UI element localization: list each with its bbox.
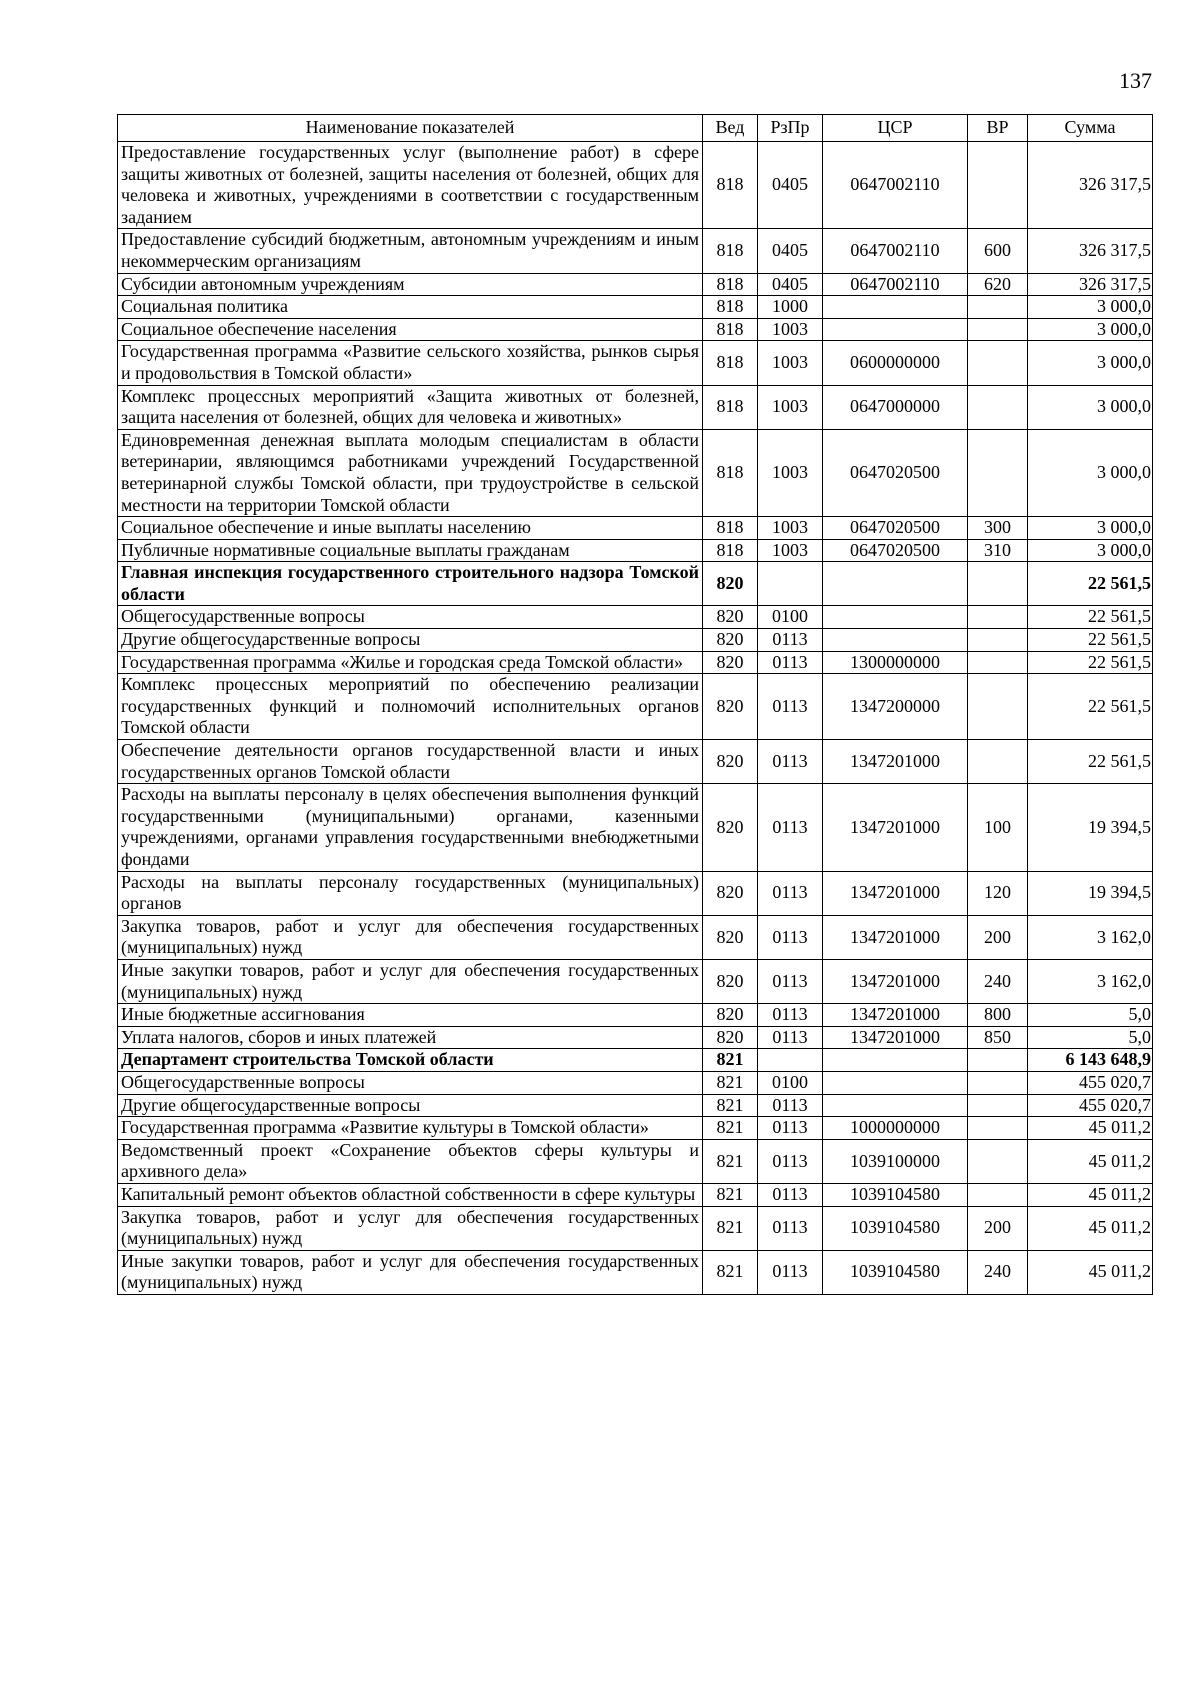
- cell-vr: [968, 1049, 1028, 1072]
- cell-rzpr: 0113: [758, 629, 823, 652]
- cell-rzpr: 1003: [758, 318, 823, 341]
- cell-sum: 326 317,5: [1028, 229, 1153, 273]
- table-body: [118, 142, 1153, 1295]
- table-row: [118, 871, 1153, 915]
- cell-name: Общегосударственные вопросы: [118, 1071, 703, 1094]
- cell-ved: 818: [703, 385, 758, 429]
- cell-sum: 19 394,5: [1028, 871, 1153, 915]
- header-name: Наименование показателей: [118, 115, 703, 142]
- cell-sum: 45 011,2: [1028, 1139, 1153, 1183]
- cell-name: Уплата налогов, сборов и иных платежей: [118, 1026, 703, 1049]
- header-sum: Сумма: [1028, 115, 1153, 142]
- cell-name: Закупка товаров, работ и услуг для обеспечения государственных (муниципальных) нужд: [118, 915, 703, 959]
- cell-ved: 820: [703, 915, 758, 959]
- cell-ved: 820: [703, 606, 758, 629]
- cell-sum: 5,0: [1028, 1004, 1153, 1027]
- cell-name: Общегосударственные вопросы: [118, 606, 703, 629]
- cell-rzpr: 0113: [758, 959, 823, 1003]
- cell-sum: 22 561,5: [1028, 606, 1153, 629]
- table-row: [118, 1071, 1153, 1094]
- cell-csr: 1347201000: [823, 1004, 968, 1027]
- cell-rzpr: 0113: [758, 784, 823, 871]
- cell-vr: [968, 341, 1028, 385]
- cell-rzpr: 0113: [758, 1117, 823, 1140]
- cell-ved: 818: [703, 229, 758, 273]
- cell-vr: [968, 651, 1028, 674]
- cell-name: Государственная программа «Развитие сельского хозяйства, рынков сырья и продовольствия в Томской области»: [118, 341, 703, 385]
- cell-vr: 300: [968, 517, 1028, 540]
- table-row: [118, 429, 1153, 516]
- table-row: [118, 562, 1153, 606]
- cell-sum: 45 011,2: [1028, 1183, 1153, 1206]
- cell-rzpr: 0113: [758, 674, 823, 740]
- page-number: 137: [1119, 68, 1152, 93]
- cell-name: Социальное обеспечение населения: [118, 318, 703, 341]
- cell-vr: 310: [968, 539, 1028, 562]
- cell-csr: [823, 562, 968, 606]
- cell-ved: 818: [703, 517, 758, 540]
- cell-rzpr: 1000: [758, 296, 823, 319]
- table-row: [118, 1004, 1153, 1027]
- cell-ved: 820: [703, 784, 758, 871]
- cell-vr: [968, 1183, 1028, 1206]
- table-row: [118, 341, 1153, 385]
- table-row: [118, 517, 1153, 540]
- cell-name: Другие общегосударственные вопросы: [118, 1094, 703, 1117]
- cell-csr: 1300000000: [823, 651, 968, 674]
- cell-ved: 821: [703, 1206, 758, 1250]
- cell-name: Социальное обеспечение и иные выплаты населению: [118, 517, 703, 540]
- table-row: [118, 229, 1153, 273]
- cell-ved: 818: [703, 429, 758, 516]
- cell-sum: 22 561,5: [1028, 740, 1153, 784]
- table-row: [118, 1250, 1153, 1294]
- cell-csr: 1347201000: [823, 915, 968, 959]
- cell-sum: 3 162,0: [1028, 915, 1153, 959]
- cell-rzpr: 0100: [758, 606, 823, 629]
- cell-vr: [968, 740, 1028, 784]
- table-row: [118, 1139, 1153, 1183]
- cell-rzpr: 0405: [758, 142, 823, 229]
- cell-name: Предоставление субсидий бюджетным, автономным учреждениям и иным некоммерческим организациям: [118, 229, 703, 273]
- cell-csr: 1347201000: [823, 871, 968, 915]
- cell-name: Иные закупки товаров, работ и услуг для обеспечения государственных (муниципальных) нужд: [118, 959, 703, 1003]
- cell-name: Государственная программа «Жилье и городская среда Томской области»: [118, 651, 703, 674]
- cell-csr: 0647002110: [823, 273, 968, 296]
- cell-csr: 1000000000: [823, 1117, 968, 1140]
- table-row: [118, 740, 1153, 784]
- cell-vr: [968, 629, 1028, 652]
- cell-vr: 620: [968, 273, 1028, 296]
- table-row: [118, 674, 1153, 740]
- cell-vr: [968, 142, 1028, 229]
- cell-rzpr: 0113: [758, 1139, 823, 1183]
- cell-vr: 100: [968, 784, 1028, 871]
- cell-vr: [968, 562, 1028, 606]
- cell-name: Публичные нормативные социальные выплаты гражданам: [118, 539, 703, 562]
- cell-sum: 455 020,7: [1028, 1094, 1153, 1117]
- cell-rzpr: 0113: [758, 1094, 823, 1117]
- cell-csr: 1347201000: [823, 959, 968, 1003]
- cell-vr: [968, 1071, 1028, 1094]
- cell-csr: 1347200000: [823, 674, 968, 740]
- cell-name: Иные закупки товаров, работ и услуг для обеспечения государственных (муниципальных) нужд: [118, 1250, 703, 1294]
- table-row: [118, 318, 1153, 341]
- cell-ved: 818: [703, 341, 758, 385]
- cell-sum: 3 000,0: [1028, 385, 1153, 429]
- cell-csr: [823, 1049, 968, 1072]
- cell-ved: 818: [703, 142, 758, 229]
- cell-vr: [968, 1094, 1028, 1117]
- table-row: [118, 1094, 1153, 1117]
- cell-csr: [823, 629, 968, 652]
- cell-rzpr: 0113: [758, 1206, 823, 1250]
- cell-rzpr: 0113: [758, 651, 823, 674]
- cell-sum: 45 011,2: [1028, 1117, 1153, 1140]
- cell-vr: [968, 674, 1028, 740]
- cell-vr: [968, 1117, 1028, 1140]
- cell-ved: 821: [703, 1117, 758, 1140]
- cell-name: Расходы на выплаты персоналу государственных (муниципальных) органов: [118, 871, 703, 915]
- cell-sum: 3 000,0: [1028, 517, 1153, 540]
- cell-vr: 800: [968, 1004, 1028, 1027]
- table-row: [118, 296, 1153, 319]
- cell-csr: 0647020500: [823, 429, 968, 516]
- cell-ved: 820: [703, 629, 758, 652]
- cell-rzpr: 0100: [758, 1071, 823, 1094]
- cell-rzpr: 0113: [758, 915, 823, 959]
- cell-sum: 326 317,5: [1028, 273, 1153, 296]
- cell-name: Ведомственный проект «Сохранение объектов сферы культуры и архивного дела»: [118, 1139, 703, 1183]
- cell-rzpr: [758, 562, 823, 606]
- cell-sum: 22 561,5: [1028, 674, 1153, 740]
- cell-csr: 0600000000: [823, 341, 968, 385]
- cell-csr: 1039104580: [823, 1206, 968, 1250]
- cell-sum: 45 011,2: [1028, 1250, 1153, 1294]
- cell-ved: 821: [703, 1094, 758, 1117]
- cell-ved: 821: [703, 1071, 758, 1094]
- cell-csr: [823, 1094, 968, 1117]
- cell-rzpr: 1003: [758, 429, 823, 516]
- table-row: [118, 1026, 1153, 1049]
- cell-name: Главная инспекция государственного строительного надзора Томской области: [118, 562, 703, 606]
- cell-sum: 3 000,0: [1028, 539, 1153, 562]
- table-row: [118, 915, 1153, 959]
- cell-csr: 0647020500: [823, 539, 968, 562]
- table-row: [118, 142, 1153, 229]
- cell-vr: 200: [968, 1206, 1028, 1250]
- cell-csr: [823, 606, 968, 629]
- cell-ved: 821: [703, 1250, 758, 1294]
- cell-ved: 821: [703, 1049, 758, 1072]
- cell-ved: 820: [703, 959, 758, 1003]
- cell-vr: 240: [968, 1250, 1028, 1294]
- cell-rzpr: 1003: [758, 341, 823, 385]
- cell-vr: 200: [968, 915, 1028, 959]
- cell-name: Обеспечение деятельности органов государственной власти и иных государственных органов Томской области: [118, 740, 703, 784]
- cell-csr: 1347201000: [823, 740, 968, 784]
- cell-name: Расходы на выплаты персоналу в целях обеспечения выполнения функций государственными (муниципальными) органами, казенными учреждениями, органами управления государственными внебюджетными фондами: [118, 784, 703, 871]
- budget-table: [117, 114, 1153, 1295]
- cell-ved: 818: [703, 273, 758, 296]
- cell-rzpr: 0113: [758, 740, 823, 784]
- cell-sum: 3 162,0: [1028, 959, 1153, 1003]
- cell-rzpr: 0113: [758, 1026, 823, 1049]
- cell-sum: 22 561,5: [1028, 651, 1153, 674]
- cell-sum: 3 000,0: [1028, 429, 1153, 516]
- cell-csr: 1347201000: [823, 1026, 968, 1049]
- cell-ved: 820: [703, 1004, 758, 1027]
- cell-csr: [823, 1071, 968, 1094]
- cell-ved: 820: [703, 871, 758, 915]
- cell-rzpr: 0113: [758, 871, 823, 915]
- cell-csr: [823, 318, 968, 341]
- cell-sum: 22 561,5: [1028, 629, 1153, 652]
- cell-name: Другие общегосударственные вопросы: [118, 629, 703, 652]
- cell-rzpr: 1003: [758, 517, 823, 540]
- header-csr: ЦСР: [823, 115, 968, 142]
- cell-ved: 821: [703, 1139, 758, 1183]
- cell-csr: 1347201000: [823, 784, 968, 871]
- cell-name: Единовременная денежная выплата молодым специалистам в области ветеринарии, являющимся работниками учреждений Государственной ветеринарной службы Томской области, при трудоустройстве в сельской местности на территории Томской области: [118, 429, 703, 516]
- table-row: [118, 1049, 1153, 1072]
- header-ved: Вед: [703, 115, 758, 142]
- cell-ved: 820: [703, 740, 758, 784]
- cell-name: Субсидии автономным учреждениям: [118, 273, 703, 296]
- table-row: [118, 606, 1153, 629]
- table-row: [118, 959, 1153, 1003]
- table-row: [118, 539, 1153, 562]
- cell-vr: [968, 385, 1028, 429]
- cell-sum: 3 000,0: [1028, 341, 1153, 385]
- cell-csr: [823, 296, 968, 319]
- cell-name: Социальная политика: [118, 296, 703, 319]
- cell-rzpr: [758, 1049, 823, 1072]
- cell-sum: 19 394,5: [1028, 784, 1153, 871]
- cell-vr: [968, 318, 1028, 341]
- cell-name: Иные бюджетные ассигнования: [118, 1004, 703, 1027]
- header-vr: ВР: [968, 115, 1028, 142]
- cell-ved: 818: [703, 296, 758, 319]
- cell-sum: 5,0: [1028, 1026, 1153, 1049]
- cell-name: Комплекс процессных мероприятий по обеспечению реализации государственных функций и полномочий исполнительных органов Томской области: [118, 674, 703, 740]
- cell-ved: 820: [703, 651, 758, 674]
- table-row: [118, 651, 1153, 674]
- table-row: [118, 1117, 1153, 1140]
- cell-ved: 820: [703, 562, 758, 606]
- table-row: [118, 1206, 1153, 1250]
- cell-name: Закупка товаров, работ и услуг для обеспечения государственных (муниципальных) нужд: [118, 1206, 703, 1250]
- cell-csr: 1039104580: [823, 1183, 968, 1206]
- cell-sum: 326 317,5: [1028, 142, 1153, 229]
- table-header: [118, 115, 1153, 142]
- table-row: [118, 1183, 1153, 1206]
- cell-name: Предоставление государственных услуг (выполнение работ) в сфере защиты животных от болезней, защиты населения от болезней, общих для человека и животных, учреждениями в соответствии с государственным заданием: [118, 142, 703, 229]
- cell-name: Государственная программа «Развитие культуры в Томской области»: [118, 1117, 703, 1140]
- cell-ved: 820: [703, 674, 758, 740]
- cell-csr: 0647020500: [823, 517, 968, 540]
- cell-vr: [968, 1139, 1028, 1183]
- cell-vr: 850: [968, 1026, 1028, 1049]
- cell-csr: 1039100000: [823, 1139, 968, 1183]
- table-row: [118, 273, 1153, 296]
- cell-name: Департамент строительства Томской области: [118, 1049, 703, 1072]
- cell-vr: 600: [968, 229, 1028, 273]
- cell-sum: 3 000,0: [1028, 318, 1153, 341]
- cell-ved: 820: [703, 1026, 758, 1049]
- cell-rzpr: 0113: [758, 1250, 823, 1294]
- cell-rzpr: 0405: [758, 229, 823, 273]
- cell-ved: 821: [703, 1183, 758, 1206]
- cell-sum: 3 000,0: [1028, 296, 1153, 319]
- header-rzpr: РзПр: [758, 115, 823, 142]
- cell-vr: [968, 606, 1028, 629]
- table-row: [118, 629, 1153, 652]
- cell-sum: 455 020,7: [1028, 1071, 1153, 1094]
- cell-rzpr: 0113: [758, 1004, 823, 1027]
- cell-sum: 45 011,2: [1028, 1206, 1153, 1250]
- cell-rzpr: 0405: [758, 273, 823, 296]
- header-row: [118, 115, 1153, 142]
- cell-csr: 0647000000: [823, 385, 968, 429]
- cell-vr: 120: [968, 871, 1028, 915]
- cell-vr: 240: [968, 959, 1028, 1003]
- cell-vr: [968, 429, 1028, 516]
- cell-sum: 22 561,5: [1028, 562, 1153, 606]
- cell-ved: 818: [703, 318, 758, 341]
- cell-ved: 818: [703, 539, 758, 562]
- cell-csr: 1039104580: [823, 1250, 968, 1294]
- cell-rzpr: 1003: [758, 539, 823, 562]
- table-row: [118, 784, 1153, 871]
- cell-sum: 6 143 648,9: [1028, 1049, 1153, 1072]
- cell-rzpr: 1003: [758, 385, 823, 429]
- cell-csr: 0647002110: [823, 142, 968, 229]
- cell-vr: [968, 296, 1028, 319]
- cell-csr: 0647002110: [823, 229, 968, 273]
- cell-name: Капитальный ремонт объектов областной собственности в сфере культуры: [118, 1183, 703, 1206]
- cell-rzpr: 0113: [758, 1183, 823, 1206]
- cell-name: Комплекс процессных мероприятий «Защита животных от болезней, защита населения от болезней, общих для человека и животных»: [118, 385, 703, 429]
- table-row: [118, 385, 1153, 429]
